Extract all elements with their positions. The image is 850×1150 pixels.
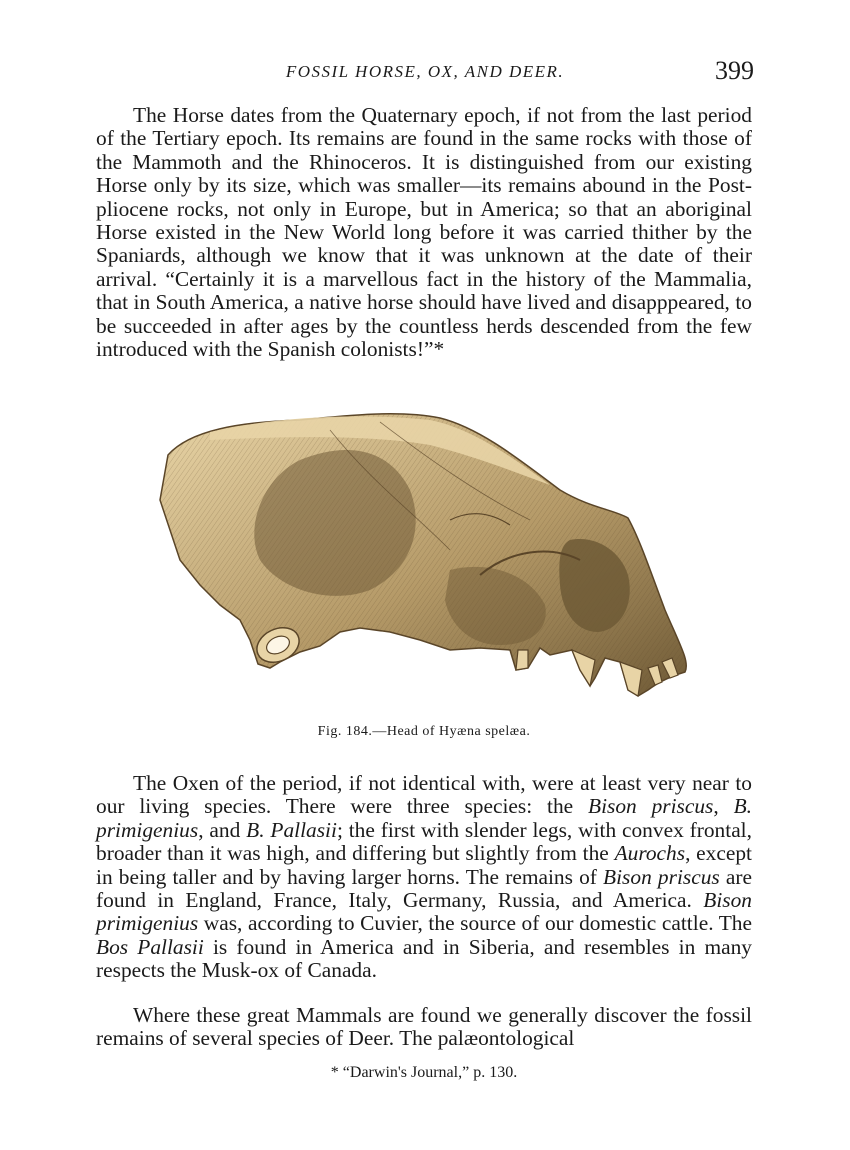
paragraph-deer: Where these great Mammals are found we generally discover the fossil remains of several species of Deer. The palæontological: [96, 1003, 752, 1051]
footnote: * “Darwin's Journal,” p. 130.: [330, 1064, 518, 1081]
text-run: ; the first with slender legs, with convex frontal, broader than it was high, and differing but slightly from the: [96, 817, 752, 866]
hyena-skull-figure: [150, 400, 700, 700]
paragraph-horse: The Horse dates from the Quaternary epoch, if not from the last period of the Tertiary epoch. Its remains are found in the same rocks with those of the Mammoth and the Rhinoceros. It is distinguished from our existing Horse only by its size, which was smaller—its remains abound in the Post-pliocene rocks, not only in Europe, but in America; so that an aboriginal Horse existed in the New World long before it was carried thither by the Spaniards, although we know that it was unknown at the date of their arrival. “Certainly it is a marvellous fact in the history of the Mammalia, that in South America, a native horse should have lived and disapppeared, to be succeeded in after ages by the countless herds descended from the few introduced with the Spanish colonists!”*: [96, 103, 752, 362]
species-name: Bos Pallasii: [96, 934, 204, 959]
text-run: are found in England, France, Italy, Germany, Russia, and America.: [96, 864, 752, 913]
text-run: , and: [198, 817, 247, 842]
figure-caption: Fig. 184.—Head of Hyæna spelæa.: [317, 724, 531, 739]
hyena-skull-illustration: [150, 400, 700, 700]
species-name: Bison priscus: [588, 794, 714, 819]
paragraph-oxen: [96, 772, 752, 983]
text-run: is found in America and in Siberia, and resembles in many respects the Musk-ox of Canada.: [96, 934, 752, 983]
species-name: Bison primigenius: [96, 888, 752, 936]
text-run: was, according to Cuvier, the source of our domestic cattle. The: [198, 911, 752, 936]
molar-tooth: [516, 650, 528, 670]
species-name: B. Pallasii: [246, 817, 337, 842]
text-run: ,: [713, 794, 734, 819]
species-name: Bison priscus: [603, 864, 720, 889]
page-header: [96, 56, 754, 92]
text-run: The Oxen of the period, if not identical with, were at least very near to our living species. There were three species: the: [96, 771, 752, 819]
species-name: B. primigenius: [96, 794, 753, 842]
species-name: Aurochs: [614, 841, 686, 866]
page-number: 399: [715, 56, 754, 85]
text-run: , except in being taller and by having larger horns. The remains of: [96, 841, 752, 889]
running-title: FOSSIL HORSE, OX, AND DEER.: [285, 62, 565, 81]
